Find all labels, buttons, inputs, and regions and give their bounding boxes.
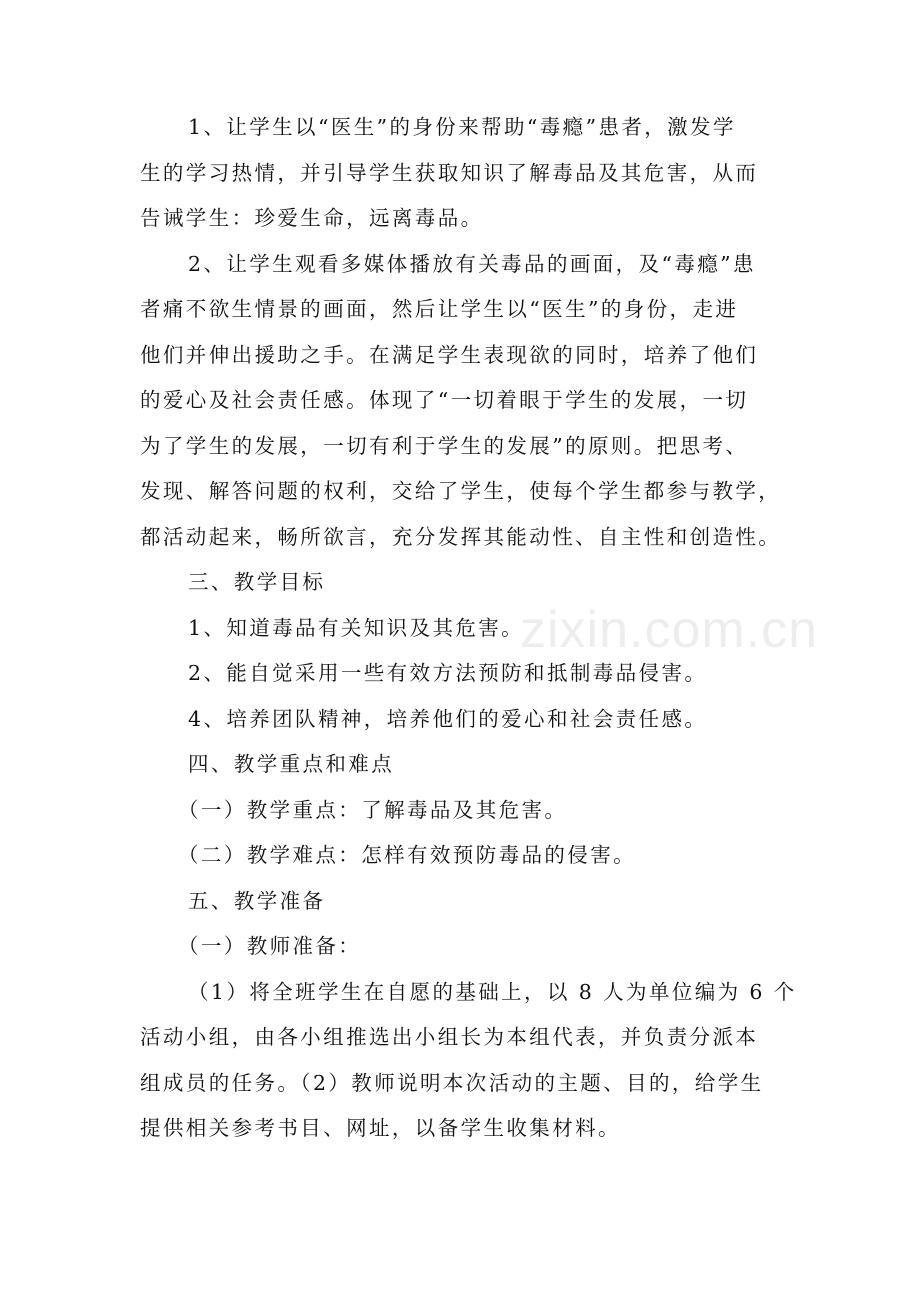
section-heading: 三、教学目标 <box>188 570 326 594</box>
subsection-heading: （一）教师准备： <box>178 934 362 958</box>
paragraph-line: 组成员的任务。（2）教师说明本次活动的主题、目的，给学生 <box>140 1070 764 1095</box>
paragraph-line: （1）将全班学生在自愿的基础上，以 8 人为单位编为 6 个 <box>188 979 797 1004</box>
subsection-item: （一）教学重点：了解毒品及其危害。 <box>178 797 568 822</box>
paragraph-line: 为了学生的发展，一切有利于学生的发展”的原则。把思考、 <box>140 433 749 458</box>
list-item: 4、培养团队精神，培养他们的爱心和社会责任感。 <box>188 706 708 731</box>
paragraph-line: 的爱心及社会责任感。体现了“一切着眼于学生的发展，一切 <box>140 388 749 412</box>
paragraph-line: 都活动起来，畅所欲言，充分发挥其能动性、自主性和创造性。 <box>140 524 782 549</box>
list-item: 1、知道毒品有关知识及其危害。 <box>188 615 525 640</box>
watermark: zixin.com.cn <box>520 601 819 659</box>
paragraph-line: 告诫学生：珍爱生命，远离毒品。 <box>140 206 484 230</box>
section-heading: 四、教学重点和难点 <box>188 752 395 776</box>
paragraph-line: 提供相关参考书目、网址，以备学生收集材料。 <box>140 1116 621 1140</box>
paragraph-line: 者痛不欲生情景的画面，然后让学生以“医生”的身份，走进 <box>140 297 739 321</box>
list-item: 2、能自觉采用一些有效方法预防和抵制毒品侵害。 <box>188 661 708 685</box>
document-body <box>140 105 800 1152</box>
paragraph-line: 他们并伸出援助之手。在满足学生表现欲的同时，培养了他们 <box>140 342 759 367</box>
paragraph-line: 生的学习热情，并引导学生获取知识了解毒品及其危害，从而 <box>140 160 759 185</box>
subsection-item: （二）教学难点：怎样有效预防毒品的侵害。 <box>178 843 636 867</box>
paragraph-line: 1、让学生以“医生”的身份来帮助“毒瘾”患者，激发学 <box>188 115 736 139</box>
paragraph-line: 发现、解答问题的权利，交给了学生，使每个学生都参与教学， <box>140 479 782 503</box>
section-heading: 五、教学准备 <box>188 888 326 913</box>
paragraph-line: 2、让学生观看多媒体播放有关毒品的画面，及“毒瘾”患 <box>188 251 756 276</box>
paragraph-line: 活动小组，由各小组推选出小组长为本组代表，并负责分派本 <box>140 1025 759 1049</box>
